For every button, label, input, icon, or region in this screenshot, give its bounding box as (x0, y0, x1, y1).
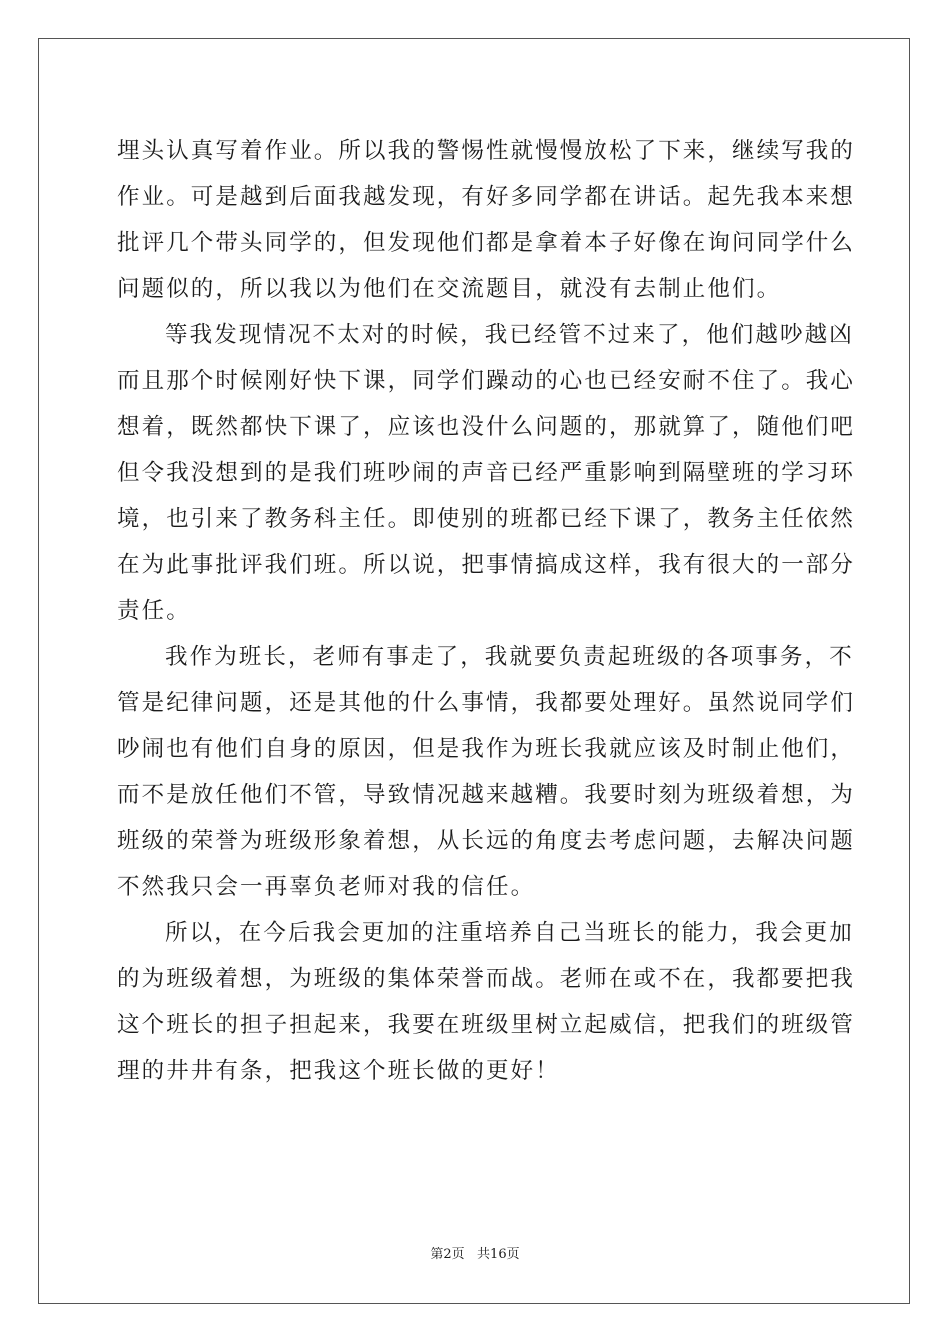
text-line: 我作为班长，老师有事走了，我就要负责起班级的各项事务，不 (165, 644, 854, 670)
text-line: 吵闹也有他们自身的原因，但是我作为班长我就应该及时制止他们， (117, 736, 856, 762)
text-line: 想着，既然都快下课了，应该也没什么问题的，那就算了，随他们吧 (117, 414, 856, 440)
text-line: 而不是放任他们不管，导致情况越来越糟。我要时刻为班级着想，为 (117, 782, 856, 808)
text-line: 问题似的，所以我以为他们在交流题目，就没有去制止他们。 (117, 276, 782, 302)
text-line: 埋头认真写着作业。所以我的警惕性就慢慢放松了下来，继续写我的 (117, 138, 856, 164)
text-line: 所以，在今后我会更加的注重培养自己当班长的能力，我会更加 (165, 920, 854, 946)
text-line: 理的井井有条，把我这个班长做的更好！ (117, 1058, 560, 1084)
text-line: 班级的荣誉为班级形象着想，从长远的角度去考虑问题，去解决问题 (117, 828, 856, 854)
text-line: 等我发现情况不太对的时候，我已经管不过来了，他们越吵越凶 (165, 322, 854, 348)
text-line: 作业。可是越到后面我越发现，有好多同学都在讲话。起先我本来想 (117, 184, 856, 210)
text-line: 责任。 (117, 598, 191, 624)
text-line: 管是纪律问题，还是其他的什么事情，我都要处理好。虽然说同学们 (117, 690, 856, 716)
text-line: 这个班长的担子担起来，我要在班级里树立起威信，把我们的班级管 (117, 1012, 856, 1038)
body-text (117, 128, 856, 1094)
text-line: 批评几个带头同学的，但发现他们都是拿着本子好像在询问同学什么 (117, 230, 856, 256)
text-line: 在为此事批评我们班。所以说，把事情搞成这样，我有很大的一部分 (117, 552, 856, 578)
text-line: 境，也引来了教务科主任。即使别的班都已经下课了，教务主任依然 (117, 506, 856, 532)
text-line: 的为班级着想，为班级的集体荣誉而战。老师在或不在，我都要把我 (117, 966, 856, 992)
page-number-footer: 第2页 共16页 (430, 1247, 520, 1262)
text-line: 但令我没想到的是我们班吵闹的声音已经严重影响到隔壁班的学习环 (117, 460, 856, 486)
text-line: 而且那个时候刚好快下课，同学们躁动的心也已经安耐不住了。我心 (117, 368, 856, 394)
text-line: 不然我只会一再辜负老师对我的信任。 (117, 874, 536, 900)
